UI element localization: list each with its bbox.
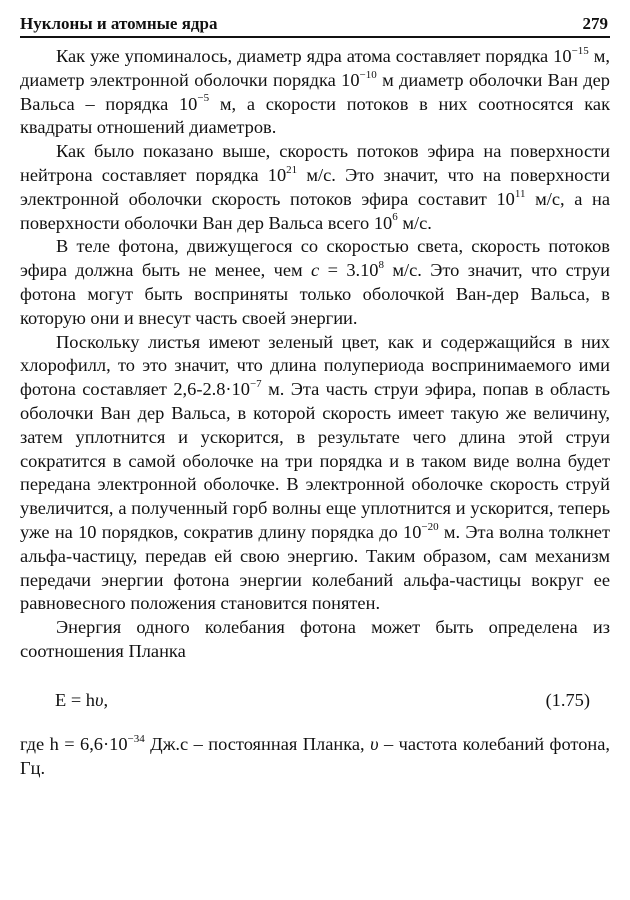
paragraph-3: В теле фотона, движущегося со скоростью света, скорость потоков эфира должна быть не менее, чем $c = 3.10^8$ м/с. Это значит, что струи фотона могут быть восприняты только оболочкой Ван-дер Вальса, в которую они и внесут часть своей энергии. <box>20 236 610 328</box>
body-text <box>20 45 610 780</box>
speed-of-light-symbol: c <box>311 260 320 281</box>
paragraph-5: Энергия одного колебания фотона может быть определена из соотношения Планка <box>20 617 610 661</box>
exponent: 11 <box>514 187 526 200</box>
exponent: 8 <box>378 259 385 272</box>
exponent: −20 <box>421 520 439 533</box>
exponent: −7 <box>249 378 262 391</box>
frequency-symbol: υ <box>370 733 379 754</box>
planck-formula: E = hυ, (1.75) <box>20 689 610 713</box>
exponent: 6 <box>392 211 398 224</box>
frequency-symbol: υ <box>95 689 104 710</box>
exponent: −10 <box>359 68 377 81</box>
paragraph-1: Как уже упоминалось, диаметр ядра атома составляет порядка $10^{-15}$ м, диаметр электронной оболочки порядка $10^{-10}$ м диаметр оболочки Ван дер Вальса – порядка $10^{-5}$ м, а скорости потоков в них соотносятся как квадраты отношений диаметров. <box>20 44 611 138</box>
exponent: 21 <box>286 163 298 176</box>
running-header <box>20 12 610 38</box>
paragraph-2: Как было показано выше, скорость потоков эфира на поверхности нейтрона составляет порядка $10^{21}$ м/с. Это значит, что на поверхности электронной оболочки скорость потоков эфира составит $10^{11}$ м/с, а на поверхности оболочки Ван дер Вальса всего $10^6$ м/с. <box>20 141 610 233</box>
page-number: 279 <box>582 14 608 33</box>
equation-number: (1.75) <box>545 689 590 710</box>
paragraph-4: Поскольку листья имеют зеленый цвет, как и содержащийся в них хлорофилл, то это значит, что длина полупериода воспринимаемого ими фотона составляет $2,6-2.8\cdot 10^{-7}$ м. Эта часть струи эфира, попав в область оболочки Ван дер Вальса, в которой скорость имеет такую же величину, затем уплотнится и ускорится, в результате чего длина этой струи сократится в самой оболочке на три порядка и в таком виде волна будет передана электронной оболочке. В электронной оболочке скорость струй увеличится, а полученный горб волны еще уплотнится и ускорится, теперь уже на 10 порядков, сократив длину порядка до $10^{-20}$ м. Эта волна толкнет альфа-частицу, передав ей свою энергию. Таким образом, сам механизм передачи энергии фотона энергии колебаний альфа-частицы вокруг ее равновесного положения становится понятен. <box>20 331 610 614</box>
paragraph-6: где $h = 6,6\cdot 10^{-34}$ Дж.с – постоянная Планка, υ – частота колебаний фотона, Гц. <box>20 732 611 778</box>
chapter-title: Нуклоны и атомные ядра <box>20 14 218 33</box>
exponent: −5 <box>197 92 210 105</box>
exponent: −34 <box>127 732 145 745</box>
exponent: −15 <box>571 44 589 57</box>
